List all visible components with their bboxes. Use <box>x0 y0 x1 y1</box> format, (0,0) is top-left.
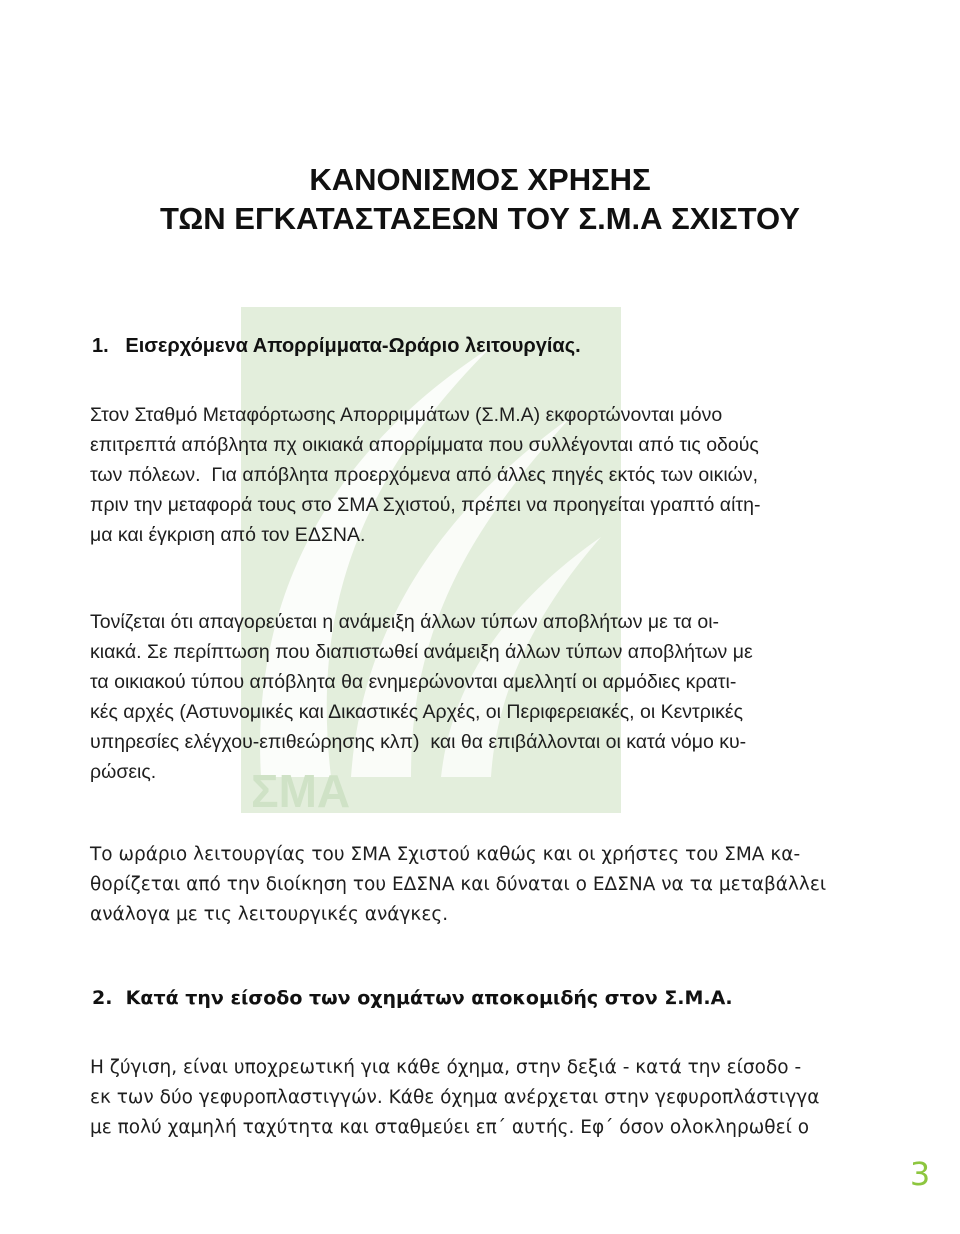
text-line: εκ των δύο γεφυροπλαστιγγών. Κάθε όχημα ανέρχεται στην γεφυροπλάστιγγα <box>90 1087 820 1108</box>
section1-heading: 1. Εισερχόμενα Απορρίμματα-Ωράριο λειτουργίας. <box>92 335 581 357</box>
text-line: επιτρεπτά απόβλητα πχ οικιακά απορρίμματα που συλλέγονται από τις οδούς <box>90 434 759 456</box>
text-line: Τονίζεται ότι απαγορεύεται η ανάμειξη άλλων τύπων αποβλήτων με τα οι- <box>90 611 720 633</box>
section2-heading: 2. Κατά την είσοδο των οχημάτων αποκομιδής στον Σ.Μ.Α. <box>92 987 733 1009</box>
text-line: πριν την μεταφορά τους στο ΣΜΑ Σχιστού, πρέπει να προηγείται γραπτό αίτη- <box>90 494 761 516</box>
watermark-text: ΣΜΑ <box>251 765 351 813</box>
section1-paragraph2 <box>90 607 753 787</box>
text-line: ανάλογα με τις λειτουργικές ανάγκες. <box>90 904 449 925</box>
text-line: Το ωράριο λειτουργίας του ΣΜΑ Σχιστού καθώς και οι χρήστες του ΣΜΑ κα- <box>90 844 801 865</box>
text-line: με πολύ χαμηλή ταχύτητα και σταθμεύει επ΄ αυτής. Εφ΄ όσον ολοκληρωθεί ο <box>90 1117 810 1138</box>
text-line: Η ζύγιση, είναι υποχρεωτική για κάθε όχημα, στην δεξιά - κατά την είσοδο - <box>90 1057 802 1078</box>
page-number <box>900 1155 940 1191</box>
text-line: τα οικιακού τύπου απόβλητα θα ενημερώνονται αμελλητί οι αρμόδιες κρατι- <box>90 671 737 693</box>
text-line: των πόλεων. Για απόβλητα προερχόμενα από άλλες πηγές εκτός των οικιών, <box>90 464 759 486</box>
page-title-line1: ΚΑΝΟΝΙΣΜΟΣ ΧΡΗΣΗΣ <box>309 162 651 197</box>
text-line: Στον Σταθμό Μεταφόρτωσης Απορριμμάτων (Σ.Μ.Α) εκφορτώνονται μόνο <box>90 404 723 426</box>
section1-paragraph3 <box>90 840 826 930</box>
text-line: θορίζεται από την διοίκηση του ΕΔΣΝΑ και δύναται ο ΕΔΣΝΑ να τα μεταβάλλει <box>90 874 827 895</box>
text-line: κιακά. Σε περίπτωση που διαπιστωθεί ανάμειξη άλλων τύπων αποβλήτων με <box>90 641 753 663</box>
text-line: κές αρχές (Αστυνομικές και Δικαστικές Αρχές, οι Περιφερειακές, οι Κεντρικές <box>90 701 744 723</box>
text-line: ρώσεις. <box>90 761 157 783</box>
page-title-line2: ΤΩΝ ΕΓΚΑΤΑΣΤΑΣΕΩΝ ΤΟΥ Σ.Μ.Α ΣΧΙΣΤΟΥ <box>160 201 800 236</box>
section2-paragraph1 <box>90 1053 819 1143</box>
text-line: μα και έγκριση από τον ΕΔΣΝΑ. <box>90 524 366 546</box>
section1-paragraph1 <box>90 400 760 550</box>
page-number-text: 3 <box>909 1155 931 1191</box>
text-line: υπηρεσίες ελέγχου-επιθεώρησης κλπ) και θα επιβάλλονται οι κατά νόμο κυ- <box>90 731 747 753</box>
